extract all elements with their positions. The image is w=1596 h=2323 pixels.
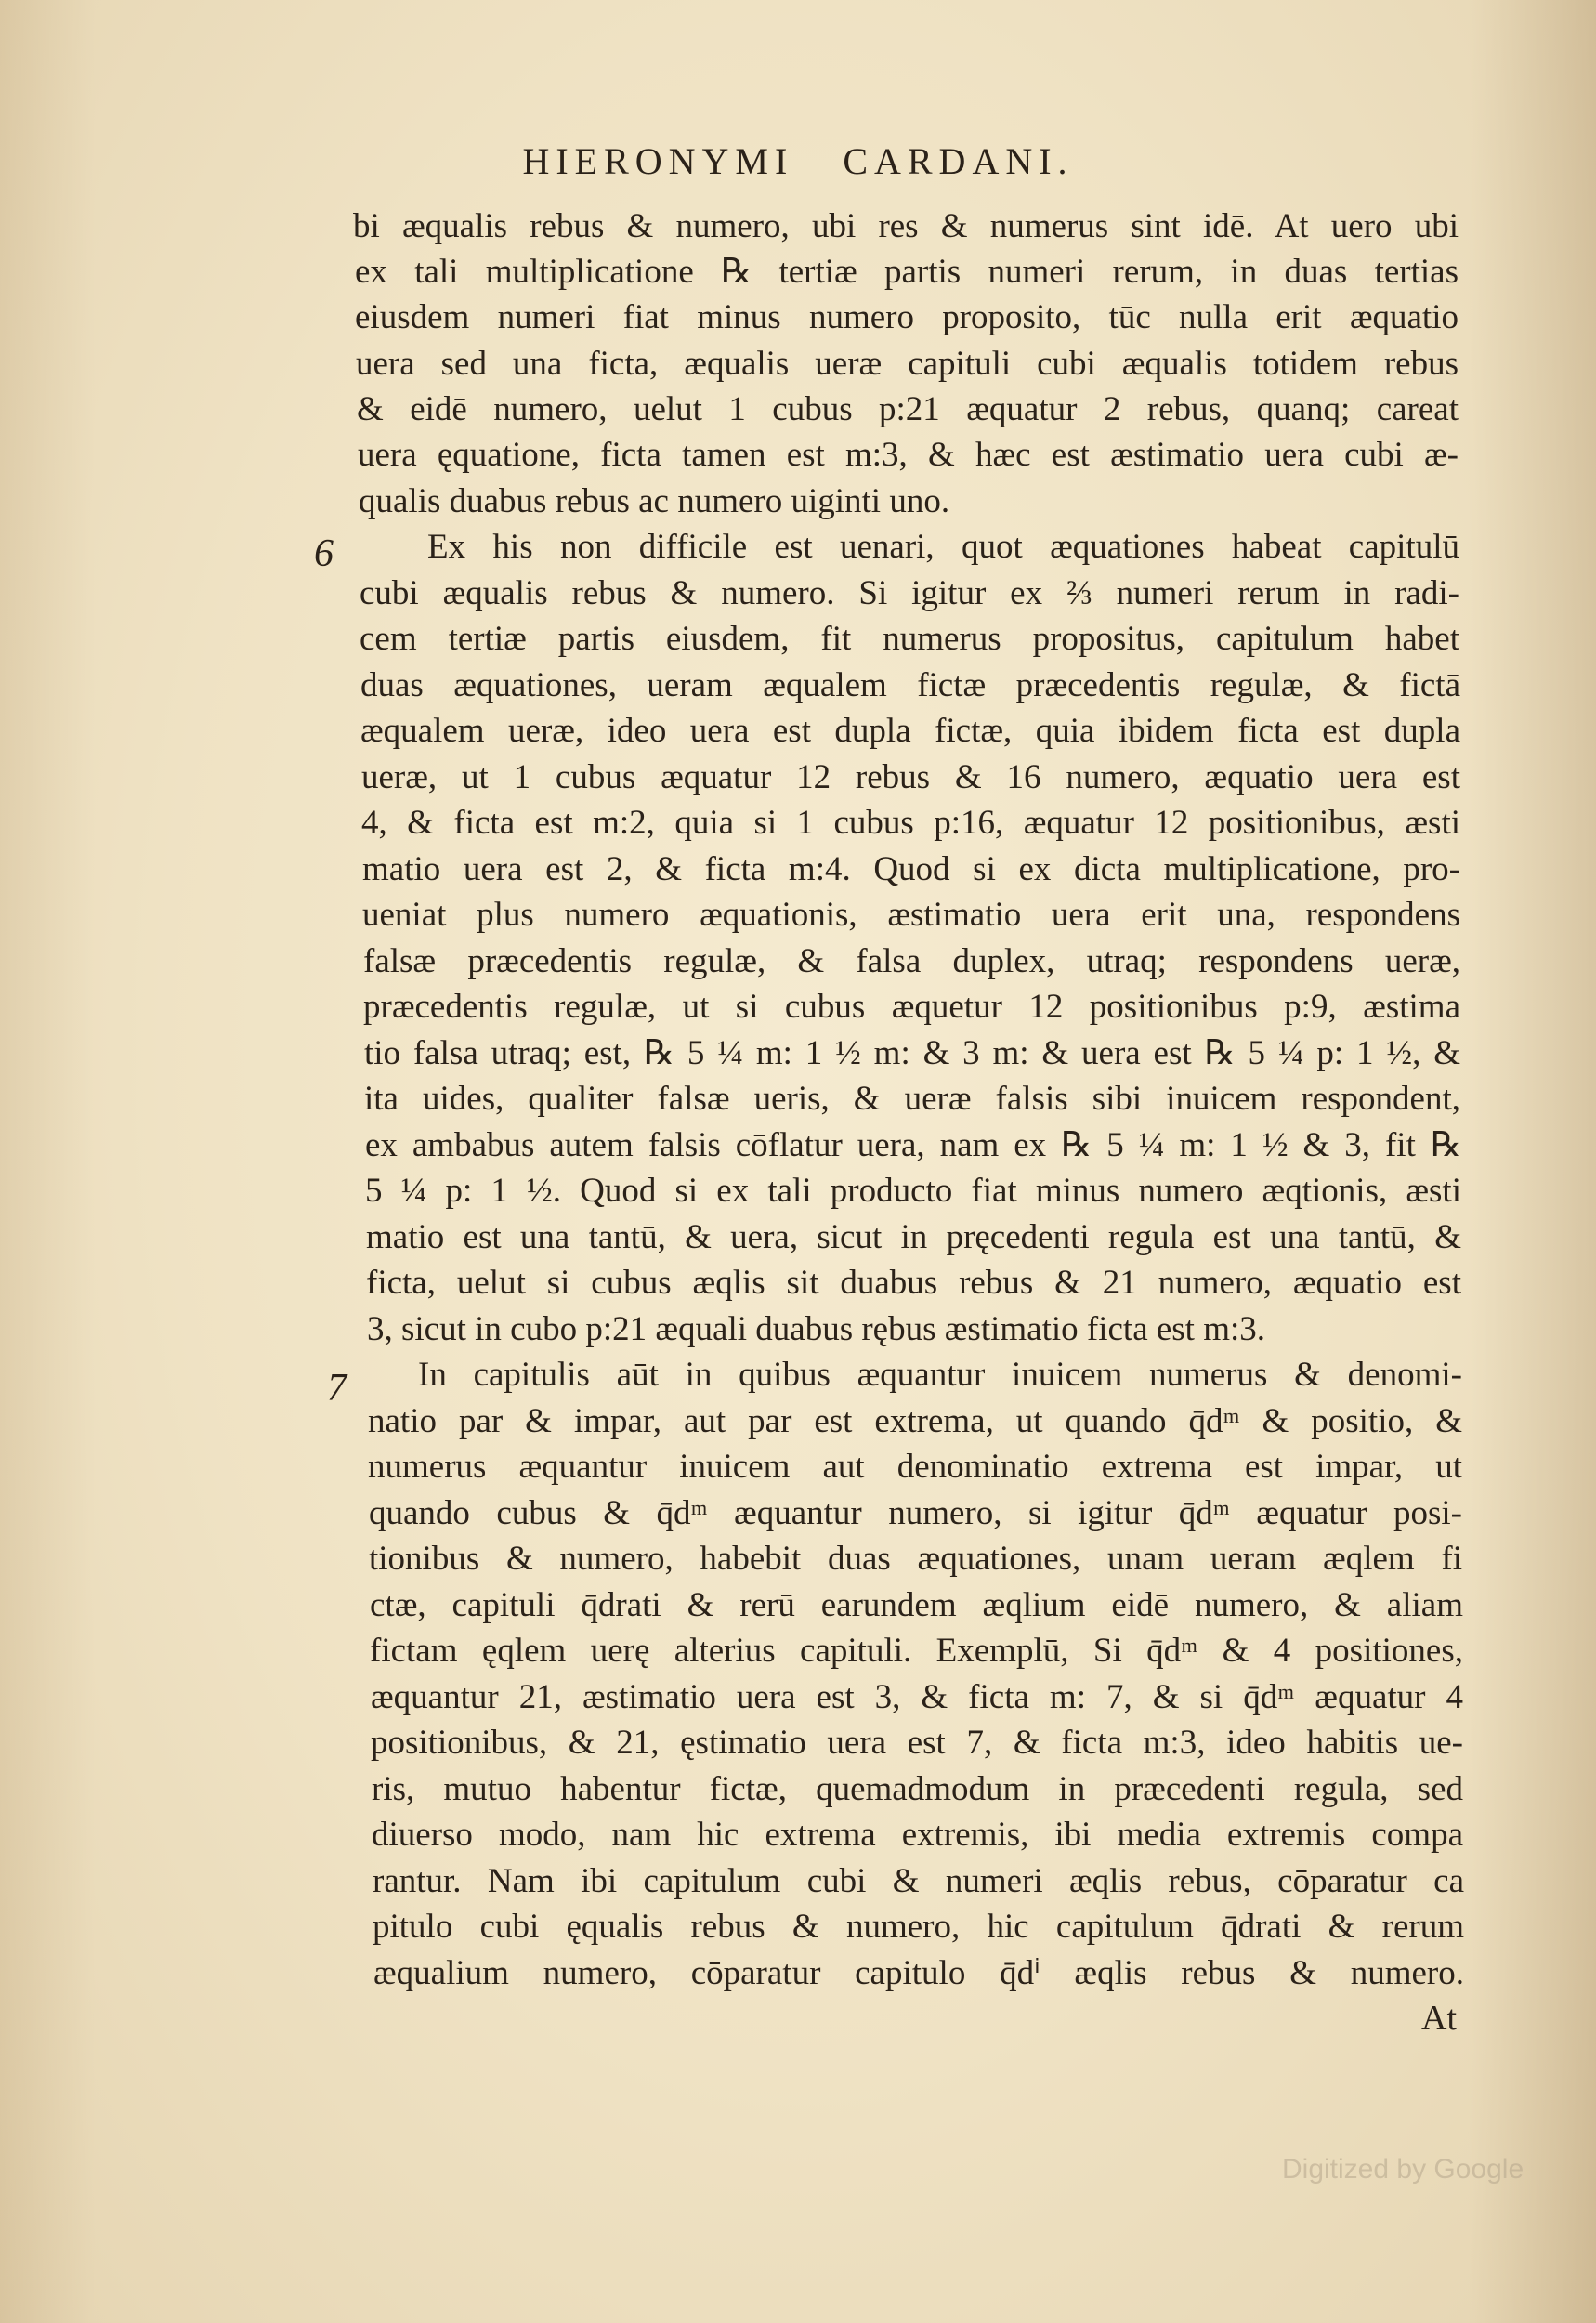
text-line: tio falsa utraq; est, ℞ 5 ¼ m: 1 ½ m: & 3 m: & uera est ℞ 5 ¼ p: 1 ½, & xyxy=(364,1034,1460,1072)
text-line: tionibus & numero, habebit duas æquationes, unam ueram æqlem fi xyxy=(369,1540,1462,1578)
text-line: matio est una tantū, & uera, sicut in pręcedenti regula est una tantū, & xyxy=(366,1218,1461,1256)
text-line: præcedentis regulæ, ut si cubus æquetur 12 positionibus p:9, æstima xyxy=(363,988,1460,1026)
section-number-6: 6 xyxy=(314,532,334,575)
text-line: positionibus, & 21, ęstimatio uera est 7, & ficta m:3, ideo habitis ue- xyxy=(371,1724,1463,1762)
text-line: eiusdem numeri fiat minus numero proposito, tūc nulla erit æquatio xyxy=(355,298,1459,336)
text-line: pitulo cubi ęqualis rebus & numero, hic capitulum q̄drati & rerum xyxy=(373,1908,1464,1946)
text-line: ris, mutuo habentur fictæ, quemadmodum in præcedenti regula, sed xyxy=(372,1770,1463,1808)
text-line: uera ęquatione, ficta tamen est m:3, & hæc est æstimatio uera cubi æ- xyxy=(358,436,1459,474)
running-head-author-firstname: HIERONYMI xyxy=(522,140,794,182)
text-line: ueræ, ut 1 cubus æquatur 12 rebus & 16 numero, æquatio uera est xyxy=(361,758,1460,796)
text-line: In capitulis aūt in quibus æquantur inuicem numerus & denomi- xyxy=(418,1356,1462,1394)
text-line: æqualium numero, cōparatur capitulo q̄dⁱ æqlis rebus & numero. xyxy=(373,1954,1464,1992)
text-line: qualis duabus rebus ac numero uiginti uno. xyxy=(359,482,950,520)
text-line: ctæ, capituli q̄drati & rerū earundem æqlium eidē numero, & aliam xyxy=(370,1586,1463,1624)
text-line: Ex his non difficile est uenari, quot æquationes habeat capitulū xyxy=(427,528,1459,566)
text-line: rantur. Nam ibi capitulum cubi & numeri æqlis rebus, cōparatur ca xyxy=(373,1862,1464,1900)
text-line: diuerso modo, nam hic extrema extremis, ibi media extremis compa xyxy=(372,1816,1463,1854)
text-line: 4, & ficta est m:2, quia si 1 cubus p:16, æquatur 12 positionibus, æsti xyxy=(361,804,1460,842)
text-line: 3, sicut in cubo p:21 æquali duabus rębus æstimatio ficta est m:3. xyxy=(367,1310,1266,1348)
text-line: fictam ęqlem uerę alterius capituli. Exemplū, Si q̄dᵐ & 4 positiones, xyxy=(370,1632,1463,1670)
text-line: uera sed una ficta, æqualis ueræ capituli cubi æqualis totidem rebus xyxy=(356,345,1459,383)
text-line: ex tali multiplicatione ℞ tertiæ partis numeri rerum, in duas tertias xyxy=(355,253,1459,291)
catchword: At xyxy=(1421,1999,1457,2038)
running-head-author-surname: CARDANI. xyxy=(843,140,1074,182)
text-line: falsæ præcedentis regulæ, & falsa duplex, utraq; respondens ueræ, xyxy=(363,942,1460,980)
text-line: cubi æqualis rebus & numero. Si igitur ex ⅔ numeri rerum in radi- xyxy=(360,574,1459,612)
text-line: numerus æquantur inuicem aut denominatio extrema est impar, ut xyxy=(368,1448,1462,1486)
text-line: quando cubus & q̄dᵐ æquantur numero, si igitur q̄dᵐ æquatur posi- xyxy=(369,1494,1462,1532)
text-line: ueniat plus numero æquationis, æstimatio uera erit una, respondens xyxy=(362,896,1460,934)
text-line: natio par & impar, aut par est extrema, ut quando q̄dᵐ & positio, & xyxy=(368,1402,1462,1440)
text-line: & eidē numero, uelut 1 cubus p:21 æquatur 2 rebus, quanq; careat xyxy=(357,390,1459,428)
text-line: ex ambabus autem falsis cōflatur uera, nam ex ℞ 5 ¼ m: 1 ½ & 3, fit ℞ xyxy=(365,1126,1461,1164)
text-line: bi æqualis rebus & numero, ubi res & numerus sint idē. At uero ubi xyxy=(353,207,1459,245)
text-line: 5 ¼ p: 1 ½. Quod si ex tali producto fiat minus numero æqtionis, æsti xyxy=(365,1172,1461,1210)
text-line: matio uera est 2, & ficta m:4. Quod si ex dicta multiplicatione, pro- xyxy=(362,850,1460,888)
text-line: cem tertiæ partis eiusdem, fit numerus propositus, capitulum habet xyxy=(360,620,1459,658)
text-line: æquantur 21, æstimatio uera est 3, & ficta m: 7, & si q̄dᵐ æquatur 4 xyxy=(371,1678,1463,1716)
text-line: ita uides, qualiter falsæ ueris, & ueræ falsis sibi inuicem respondent, xyxy=(364,1080,1460,1118)
text-line: duas æquationes, ueram æqualem fictæ præcedentis regulæ, & fictā xyxy=(360,666,1460,704)
text-line: ficta, uelut si cubus æqlis sit duabus rebus & 21 numero, æquatio est xyxy=(366,1264,1461,1302)
section-number-7: 7 xyxy=(327,1367,347,1410)
text-line: æqualem ueræ, ideo uera est dupla fictæ, quia ibidem ficta est dupla xyxy=(360,712,1460,750)
digitization-watermark: Digitized by Google xyxy=(1282,2154,1524,2185)
